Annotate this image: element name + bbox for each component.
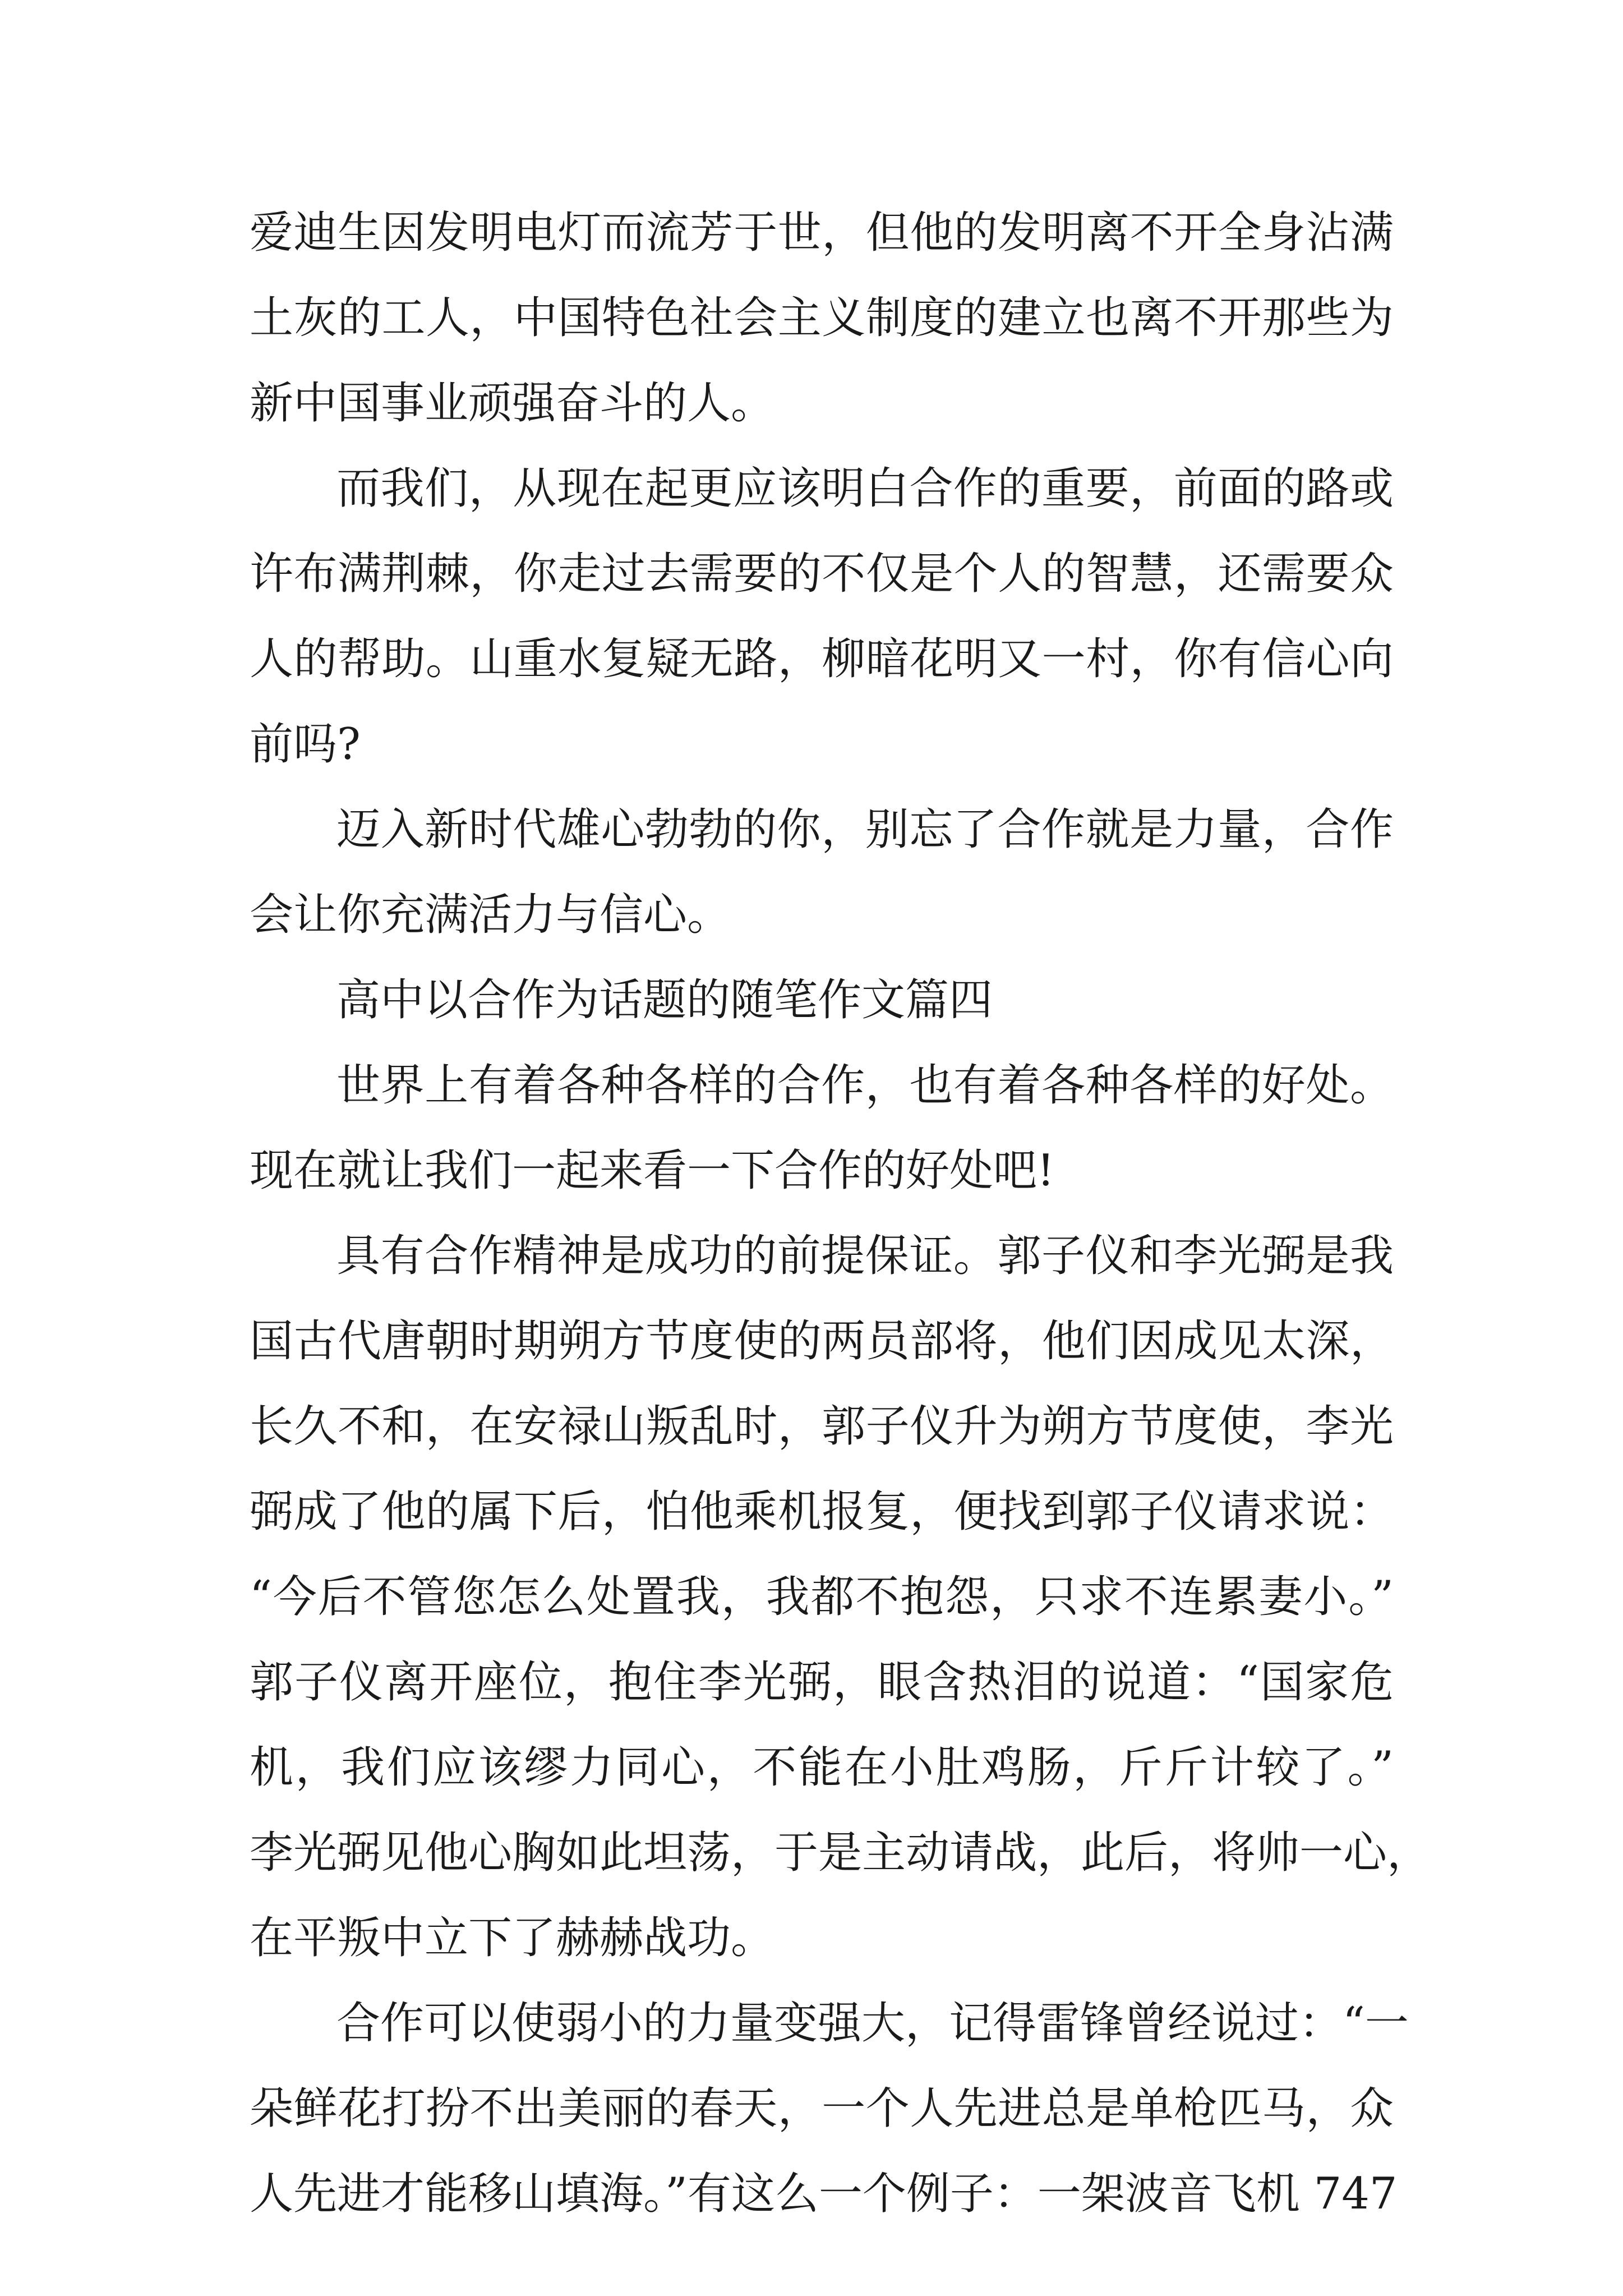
text-line: 人先进才能移山填海。”有这么一个例子：一架波音飞机 747 (250, 2169, 1398, 2219)
section-heading: 高中以合作为话题的随笔作文篇四 (336, 975, 993, 1025)
text-line: 爱迪生因发明电灯而流芳于世，但他的发明离不开全身沾满 (250, 208, 1394, 258)
text-line: 迈入新时代雄心勃勃的你，别忘了合作就是力量，合作 (336, 804, 1394, 855)
text-line: 机，我们应该缪力同心，不能在小肚鸡肠，斤斤计较了。” (250, 1742, 1394, 1793)
text-line: 国古代唐朝时期朔方节度使的两员部将，他们因成见太深， (250, 1316, 1394, 1366)
text-line: 现在就让我们一起来看一下合作的好处吧! (250, 1145, 1055, 1196)
text-line: 世界上有着各种各样的合作，也有着各种各样的好处。 (336, 1060, 1394, 1111)
text-line: 合作可以使弱小的力量变强大，记得雷锋曾经说过：“一 (336, 1998, 1409, 2049)
text-line: 具有合作精神是成功的前提保证。郭子仪和李光弼是我 (336, 1231, 1394, 1281)
text-line: 许布满荆棘，你走过去需要的不仅是个人的智慧，还需要众 (250, 549, 1394, 599)
text-line: 土灰的工人，中国特色社会主义制度的建立也离不开那些为 (250, 293, 1394, 343)
text-line: 而我们，从现在起更应该明白合作的重要，前面的路或 (336, 463, 1394, 514)
text-line: 在平叛中立下了赫赫战功。 (250, 1913, 775, 1963)
text-line: 前吗? (250, 719, 361, 770)
text-line: 人的帮助。山重水复疑无路，柳暗花明又一村，你有信心向 (250, 634, 1394, 684)
text-line: “今后不管您怎么处置我，我都不抱怨，只求不连累妻小。” (250, 1572, 1394, 1622)
text-line: 李光弼见他心胸如此坦荡，于是主动请战，此后，将帅一心， (250, 1828, 1431, 1878)
text-line: 弼成了他的属下后，怕他乘机报复，便找到郭子仪请求说： (250, 1487, 1394, 1537)
text-line: 郭子仪离开座位，抱住李光弼，眼含热泪的说道：“国家危 (250, 1657, 1394, 1708)
text-line: 会让你充满活力与信心。 (250, 890, 731, 940)
text-line: 朵鲜花打扮不出美丽的春天，一个人先进总是单枪匹马，众 (250, 2083, 1394, 2134)
text-line: 长久不和，在安禄山叛乱时，郭子仪升为朔方节度使，李光 (250, 1401, 1394, 1452)
text-line: 新中国事业顽强奋斗的人。 (250, 378, 775, 429)
